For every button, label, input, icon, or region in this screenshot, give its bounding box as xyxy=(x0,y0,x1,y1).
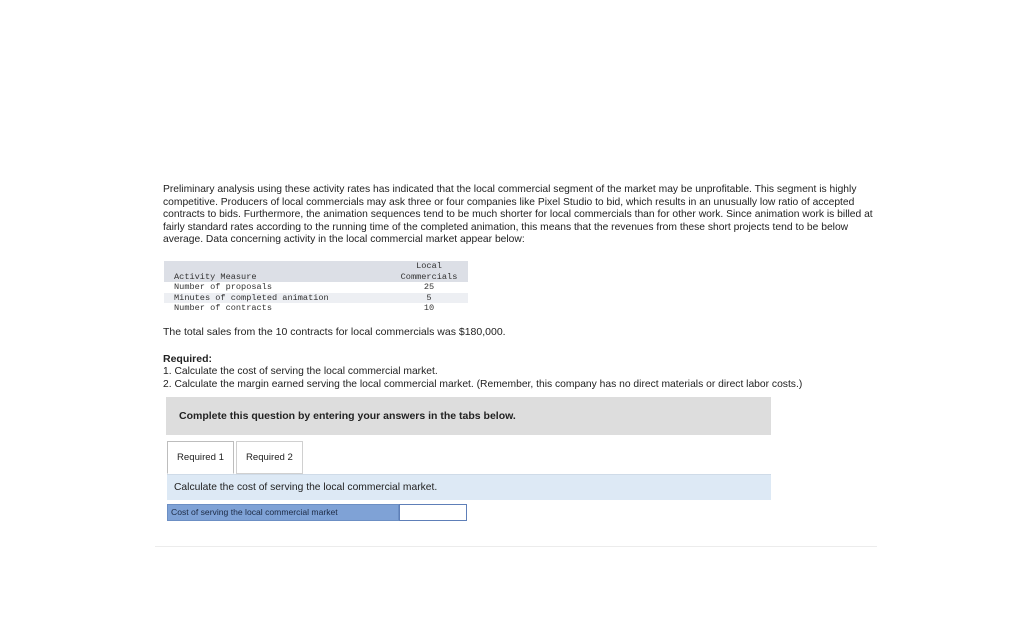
answer-row xyxy=(167,504,875,521)
task-prompt-bar xyxy=(167,474,771,500)
table-row-value: 25 xyxy=(423,282,435,293)
table-header-row-top xyxy=(164,261,468,272)
table-row xyxy=(164,303,468,314)
instruction-banner xyxy=(166,397,771,435)
task-prompt-text: Calculate the cost of serving the local commercial market. xyxy=(174,482,438,494)
sales-text: The total sales from the 10 contracts for local commercials was $180,000. xyxy=(163,325,506,338)
tab-bar xyxy=(167,441,875,474)
divider xyxy=(155,546,877,547)
answer-label: Cost of serving the local commercial market xyxy=(167,504,399,521)
table-row-label: Minutes of completed animation xyxy=(164,293,386,304)
table-row xyxy=(164,293,468,304)
tab-required-2[interactable]: Required 2 xyxy=(236,441,303,474)
table-header-commercials: Commercials xyxy=(386,272,468,283)
table-row xyxy=(164,282,468,293)
table-row-label: Number of proposals xyxy=(174,282,272,293)
activity-table xyxy=(164,261,468,314)
required-item-2: 2. Calculate the margin earned serving the local commercial market. (Remember, this company has no direct materials or direct labor costs.) xyxy=(163,378,803,390)
required-heading: Required: xyxy=(163,352,213,365)
table-row-label: Number of contracts xyxy=(174,303,272,314)
table-row-value: 10 xyxy=(423,303,435,314)
question-content xyxy=(163,184,875,521)
instruction-text: Complete this question by entering your answers in the tabs below. xyxy=(179,410,516,423)
table-header-measure: Activity Measure xyxy=(164,272,386,283)
table-row-value: 5 xyxy=(386,293,468,304)
tab-required-1[interactable]: Required 1 xyxy=(167,441,234,474)
intro-paragraph: Preliminary analysis using these activity rates has indicated that the local commercial segment of the market may be unprofitable. This segment is highly competitive. Producers of local commercials may ask three or four companies like Pixel Studio to bid, which results in an unusually low ratio of accepted contracts to bids. Furthermore, the animation sequences tend to be much shorter for local commercials than for other work. Since animation work is billed at fairly standard rates according to the running time of the completed animation, this means that the revenues from these short projects tend to be below average. Data concerning activity in the local commercial market appear below: xyxy=(163,184,873,246)
required-item-1: 1. Calculate the cost of serving the local commercial market. xyxy=(163,365,438,377)
table-header-local: Local xyxy=(386,261,468,272)
table-header-row-bottom xyxy=(164,272,468,283)
cost-of-serving-input[interactable] xyxy=(399,504,467,521)
table-header-blank xyxy=(164,261,386,272)
